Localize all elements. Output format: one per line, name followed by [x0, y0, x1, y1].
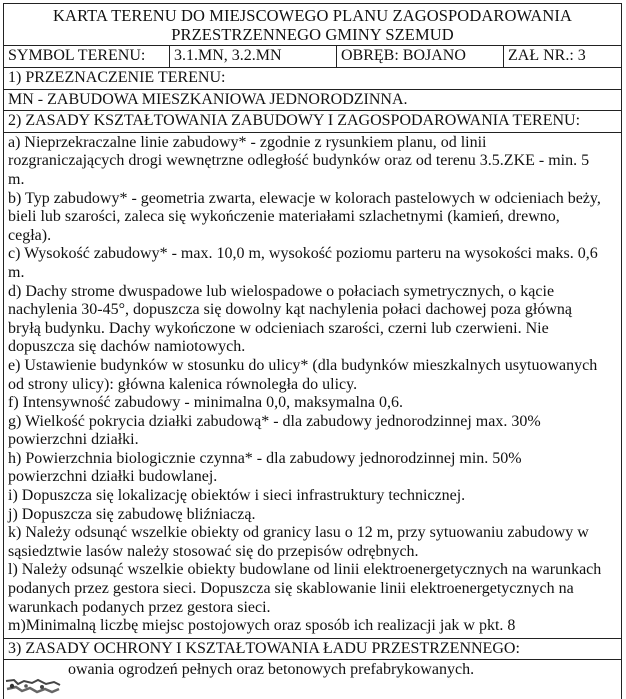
- rule-k-line-2: sąsiedztwie lasów należy stosować się do przepisów odrębnych.: [8, 542, 419, 560]
- rules-list: [4, 133, 621, 638]
- rule-b-line-3: cegła).: [8, 226, 52, 244]
- rule-f-line-1: f) Intensywność zabudowy - minimalna 0,0, maksymalna 0,6.: [8, 394, 404, 412]
- rule-k-line-1: k) Należy odsunąć wszelkie obiekty od granicy lasu o 12 m, przy sytuowaniu zabudowy w: [8, 524, 589, 542]
- rule-d-line-2: nachylenia 30-45°, dopuszcza się dowolny kąt nachylenia połaci dachowej poza główną: [8, 301, 572, 319]
- section-1-value: MN - ZABUDOWA MIESZKANIOWA JEDNORODZINNA.: [4, 90, 621, 112]
- rule-g-line-1: g) Wielkość pokrycia działki zabudową* - dla zabudowy jednorodzinnej max. 30%: [8, 412, 541, 430]
- rule-b-line-1: b) Typ zabudowy* - geometria zwarta, elewacje w kolorach pastelowych w odcieniach beży,: [8, 189, 601, 207]
- section-2-heading: 2) ZASADY KSZTAŁTOWANIA ZABUDOWY I ZAGOSPODAROWANIA TERENU:: [4, 111, 621, 133]
- section-3-item-text: owania ogrodzeń pełnych oraz betonowych prefabrykowanych.: [68, 661, 475, 679]
- rule-a-line-1: a) Nieprzekraczalne linie zabudowy* - zgodnie z rysunkiem planu, od linii: [8, 133, 487, 151]
- rule-i-line-1: i) Dopuszcza się lokalizację obiektów i sieci infrastruktury technicznej.: [8, 487, 466, 505]
- title-line-1: KARTA TERENU DO MIEJSCOWEGO PLANU ZAGOSPODAROWANIA: [53, 6, 572, 25]
- obreb-field: OBRĘB: BOJANO: [337, 46, 504, 67]
- section-1-heading: 1) PRZEZNACZENIE TERENU:: [4, 68, 621, 90]
- symbol-value: 3.1.MN, 3.2.MN: [170, 46, 337, 67]
- rule-h-line-2: powierzchni działki budowlanej.: [8, 468, 218, 486]
- land-card-document: [3, 3, 622, 699]
- rule-c-line-2: m.: [8, 263, 25, 281]
- meta-row: [4, 46, 621, 68]
- attachment-number: ZAŁ NR.: 3: [508, 47, 586, 64]
- rule-l-line-3: warunkach podanych przez gestora sieci.: [8, 598, 271, 616]
- rule-e-line-1: e) Ustawienie budynków w stosunku do ulicy* (dla budynków mieszkalnych usytuowanych: [8, 356, 598, 374]
- rule-b-line-2: bieli lub szarości, zaleca się wykończenie materiałami szlachetnymi (kamień, drewno,: [8, 208, 560, 226]
- smudged-text-mark: [4, 677, 62, 697]
- section-3-heading: 3) ZASADY OCHRONY I KSZTAŁTOWANIA ŁADU PRZESTRZENNEGO:: [4, 638, 621, 661]
- symbol-label: SYMBOL TERENU:: [4, 46, 170, 67]
- rule-h-line-1: h) Powierzchnia biologicznie czynna* - dla zabudowy jednorodzinnej min. 50%: [8, 449, 522, 467]
- rule-l-line-1: l) Należy odsunąć wszelkie obiekty budowlane od linii elektroenergetycznych na warunkach: [8, 561, 602, 579]
- rule-j-line-1: j) Dopuszcza się zabudowę bliźniaczą.: [8, 505, 256, 523]
- document-title: [4, 4, 621, 46]
- rule-d-line-3: bryłą budynku. Dachy wykończone w odcieniach szarości, czerni lub czerwieni. Nie: [8, 319, 549, 337]
- rule-a-line-2: rozgraniczających drogi wewnętrzne odległość budynków oraz od terenu 3.5.ZKE - min. 5: [8, 152, 590, 170]
- rule-e-line-2: od strony ulicy): główna kalenica równoległa do ulicy.: [8, 375, 358, 393]
- rule-g-line-2: powierzchni działki.: [8, 431, 139, 449]
- rule-a-line-3: m.: [8, 170, 25, 188]
- rule-c-line-1: c) Wysokość zabudowy* - max. 10,0 m, wysokość poziomu parteru na wysokości maks. 0,6: [8, 245, 598, 263]
- rule-m-line-1: m)Minimalną liczbę miejsc postojowych oraz sposób ich realizacji jak w pkt. 8: [8, 617, 516, 635]
- rule-l-line-2: podanych przez gestora sieci. Dopuszcza się skablowanie linii elektroenergetycznych na: [8, 580, 574, 598]
- rule-d-line-4: dopuszcza się dachów namiotowych.: [8, 338, 246, 356]
- rule-d-line-1: d) Dachy strome dwuspadowe lub wielospadowe o połaciach symetrycznych, o kącie: [8, 282, 555, 300]
- title-line-2: PRZESTRZENNEGO GMINY SZEMUD: [171, 25, 454, 44]
- section-3-item: [4, 660, 621, 680]
